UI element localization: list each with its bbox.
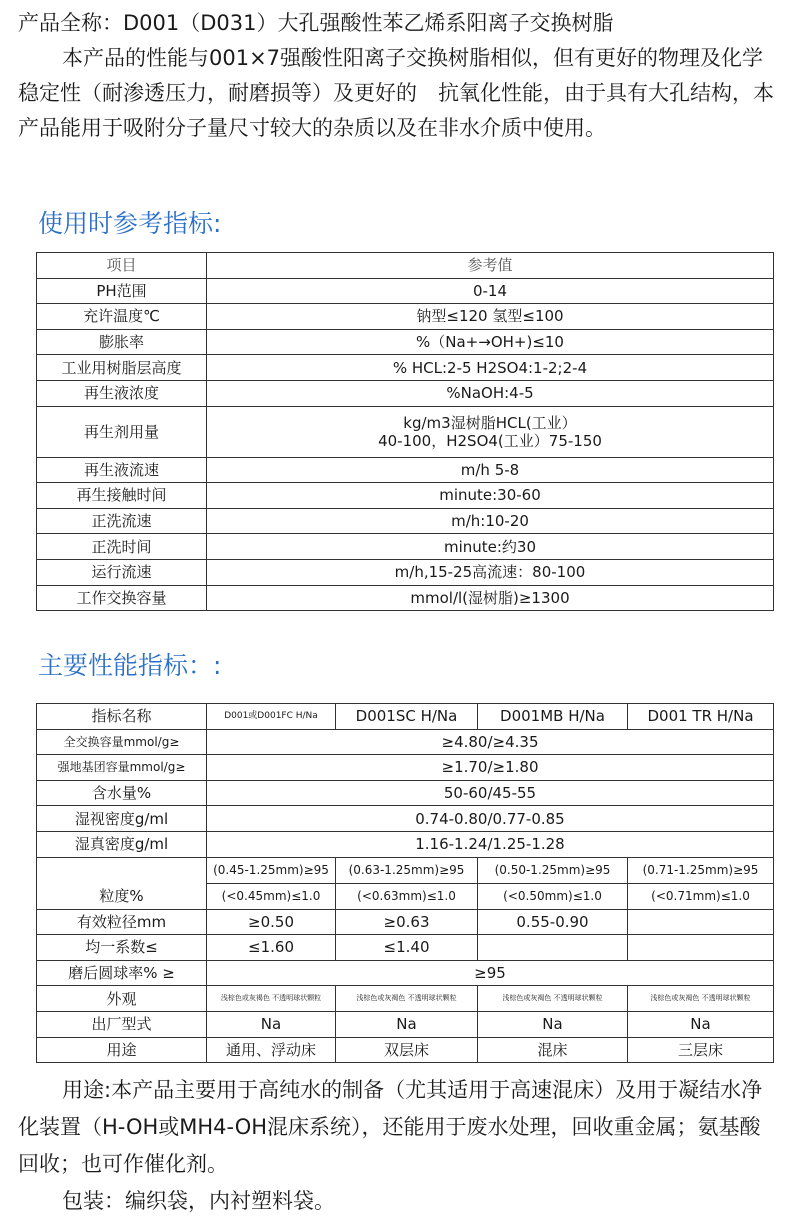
value-cell: %NaOH:4-5 [207, 380, 774, 406]
granularity-cell [628, 857, 774, 909]
value-cell: 0.74-0.80/0.77-0.85 [207, 806, 774, 832]
item-cell: 再生液流速 [37, 457, 207, 483]
granularity-upper: (0.63-1.25mm)≥95 [348, 862, 465, 877]
table-row [37, 457, 774, 483]
granularity-lower: (<0.71mm)≤1.0 [628, 883, 773, 909]
table-row [37, 585, 774, 611]
value-cell: m/h,15-25高流速：80-100 [207, 559, 774, 585]
value-cell: 1.16-1.24/1.25-1.28 [207, 831, 774, 857]
item-cell: 再生液浓度 [37, 380, 207, 406]
value-cell: Na [478, 1011, 628, 1037]
value-cell: m/h:10-20 [207, 508, 774, 534]
granularity-upper: (0.71-1.25mm)≥95 [642, 862, 759, 877]
table-row [37, 780, 774, 806]
item-cell: 强地基团容量mmol/g≥ [37, 755, 207, 781]
table-row [37, 508, 774, 534]
header-cell: 指标名称 [37, 704, 207, 730]
intro-section [18, 6, 780, 146]
table-row [37, 406, 774, 457]
table-row [37, 909, 774, 935]
header-cell: 参考值 [207, 253, 774, 279]
reference-table [36, 252, 774, 611]
value-cell: % HCL:2-5 H2SO4:1-2;2-4 [207, 355, 774, 381]
item-cell: 出厂型式 [37, 1011, 207, 1037]
item-cell: 正洗流速 [37, 508, 207, 534]
granularity-cell [478, 857, 628, 909]
value-cell: Na [207, 1011, 336, 1037]
value-cell: Na [628, 1011, 774, 1037]
table-row [37, 806, 774, 832]
value-cell: 0.55-0.90 [478, 909, 628, 935]
granularity-lower: (<0.45mm)≤1.0 [207, 883, 335, 909]
item-cell: 用途 [37, 1037, 207, 1063]
value-cell: 浅棕色或灰褐色 不透明球状颗粒 [336, 986, 478, 1012]
value-cell: Na [336, 1011, 478, 1037]
table-row [37, 960, 774, 986]
header-cell: 项目 [37, 253, 207, 279]
table-row [37, 986, 774, 1012]
item-cell: 均一系数≤ [37, 935, 207, 961]
value-line: kg/m3湿树脂HCL(工业） [403, 413, 577, 432]
header-cell: D001MB H/Na [478, 704, 628, 730]
header-cell: D001或D001FC H/Na [207, 704, 336, 730]
table-row [37, 380, 774, 406]
value-cell [628, 935, 774, 961]
performance-heading: 主要性能指标：: [38, 651, 222, 680]
value-cell: %（Na+→OH+)≤10 [207, 329, 774, 355]
value-cell: 混床 [478, 1037, 628, 1063]
packaging-text: 包装：编织袋，内衬塑料袋。 [62, 1189, 335, 1213]
value-cell: 50-60/45-55 [207, 780, 774, 806]
value-cell: 浅棕色或灰褐色 不透明球状颗粒 [478, 986, 628, 1012]
table-row [37, 1037, 774, 1063]
item-cell: 运行流速 [37, 559, 207, 585]
table-row [37, 755, 774, 781]
granularity-lower: (<0.63mm)≤1.0 [336, 883, 477, 909]
item-cell: 再生剂用量 [37, 406, 207, 457]
item-cell: 有效粒径mm [37, 909, 207, 935]
granularity-upper: (0.50-1.25mm)≥95 [494, 862, 611, 877]
value-cell: ≤1.40 [336, 935, 478, 961]
value-cell: ≤1.60 [207, 935, 336, 961]
value-cell: ≥0.50 [207, 909, 336, 935]
item-cell: 正洗时间 [37, 534, 207, 560]
performance-table [36, 703, 774, 1063]
item-cell: 粒度% [37, 857, 207, 909]
outro-section [18, 1072, 780, 1220]
table-row [37, 278, 774, 304]
item-cell: 外观 [37, 986, 207, 1012]
granularity-lower: (<0.50mm)≤1.0 [478, 883, 627, 909]
value-cell: mmol/l(湿树脂)≥1300 [207, 585, 774, 611]
value-cell: 三层床 [628, 1037, 774, 1063]
value-line: 40-100，H2SO4(工业）75-150 [378, 431, 602, 450]
header-cell: D001 TR H/Na [628, 704, 774, 730]
granularity-cell [336, 857, 478, 909]
value-cell [478, 935, 628, 961]
reference-heading: 使用时参考指标: [38, 209, 222, 238]
value-cell: ≥95 [207, 960, 774, 986]
header-cell: D001SC H/Na [336, 704, 478, 730]
product-description: 本产品的性能与001×7强酸性阳离子交换树脂相似，但有更好的物理及化学稳定性（耐渗透压力，耐磨损等）及更好的 抗氧化性能，由于具有大孔结构，本产品能用于吸附分子量尺寸较大的杂质以及在非水介质中使用。 [18, 46, 774, 140]
value-cell: 通用、浮动床 [207, 1037, 336, 1063]
item-cell: PH范围 [37, 278, 207, 304]
value-cell [207, 406, 774, 457]
value-cell: ≥0.63 [336, 909, 478, 935]
item-cell: 充许温度℃ [37, 304, 207, 330]
item-cell: 工业用树脂层高度 [37, 355, 207, 381]
usage-text: 用途:本产品主要用于高纯水的制备（尤其适用于高速混床）及用于凝结水净化装置（H-OH或MH4-OH混床系统），还能用于废水处理，回收重金属；氨基酸回收；也可作催化剂。 [18, 1078, 763, 1176]
table-row [37, 935, 774, 961]
value-cell: 钠型≤120 氢型≤100 [207, 304, 774, 330]
table-row [37, 831, 774, 857]
value-cell [628, 909, 774, 935]
table-row [37, 534, 774, 560]
value-cell: ≥1.70/≥1.80 [207, 755, 774, 781]
item-cell: 湿真密度g/ml [37, 831, 207, 857]
item-cell: 含水量% [37, 780, 207, 806]
granularity-cell [207, 857, 336, 909]
value-cell: 浅棕色或灰褐色 不透明球状颗粒 [628, 986, 774, 1012]
table-row [37, 304, 774, 330]
value-cell: ≥4.80/≥4.35 [207, 729, 774, 755]
item-cell: 湿视密度g/ml [37, 806, 207, 832]
table-row [37, 483, 774, 509]
item-cell: 工作交换容量 [37, 585, 207, 611]
table-header-row [37, 704, 774, 730]
table-row [37, 329, 774, 355]
value-cell: 浅棕色或灰褐色 不透明球状颗粒 [207, 986, 336, 1012]
table-header-row [37, 253, 774, 279]
item-cell: 再生接触时间 [37, 483, 207, 509]
item-cell: 全交换容量mmol/g≥ [37, 729, 207, 755]
table-row [37, 857, 774, 909]
value-cell: minute:30-60 [207, 483, 774, 509]
table-row [37, 559, 774, 585]
table-row [37, 729, 774, 755]
granularity-upper: (0.45-1.25mm)≥95 [213, 862, 329, 877]
table-row [37, 1011, 774, 1037]
item-cell: 膨胀率 [37, 329, 207, 355]
value-cell: m/h 5-8 [207, 457, 774, 483]
product-full-name: 产品全称：D001（D031）大孔强酸性苯乙烯系阳离子交换树脂 [18, 11, 614, 35]
value-cell: 双层床 [336, 1037, 478, 1063]
table-row [37, 355, 774, 381]
value-cell: minute:约30 [207, 534, 774, 560]
item-cell: 磨后圆球率% ≥ [37, 960, 207, 986]
value-cell: 0-14 [207, 278, 774, 304]
